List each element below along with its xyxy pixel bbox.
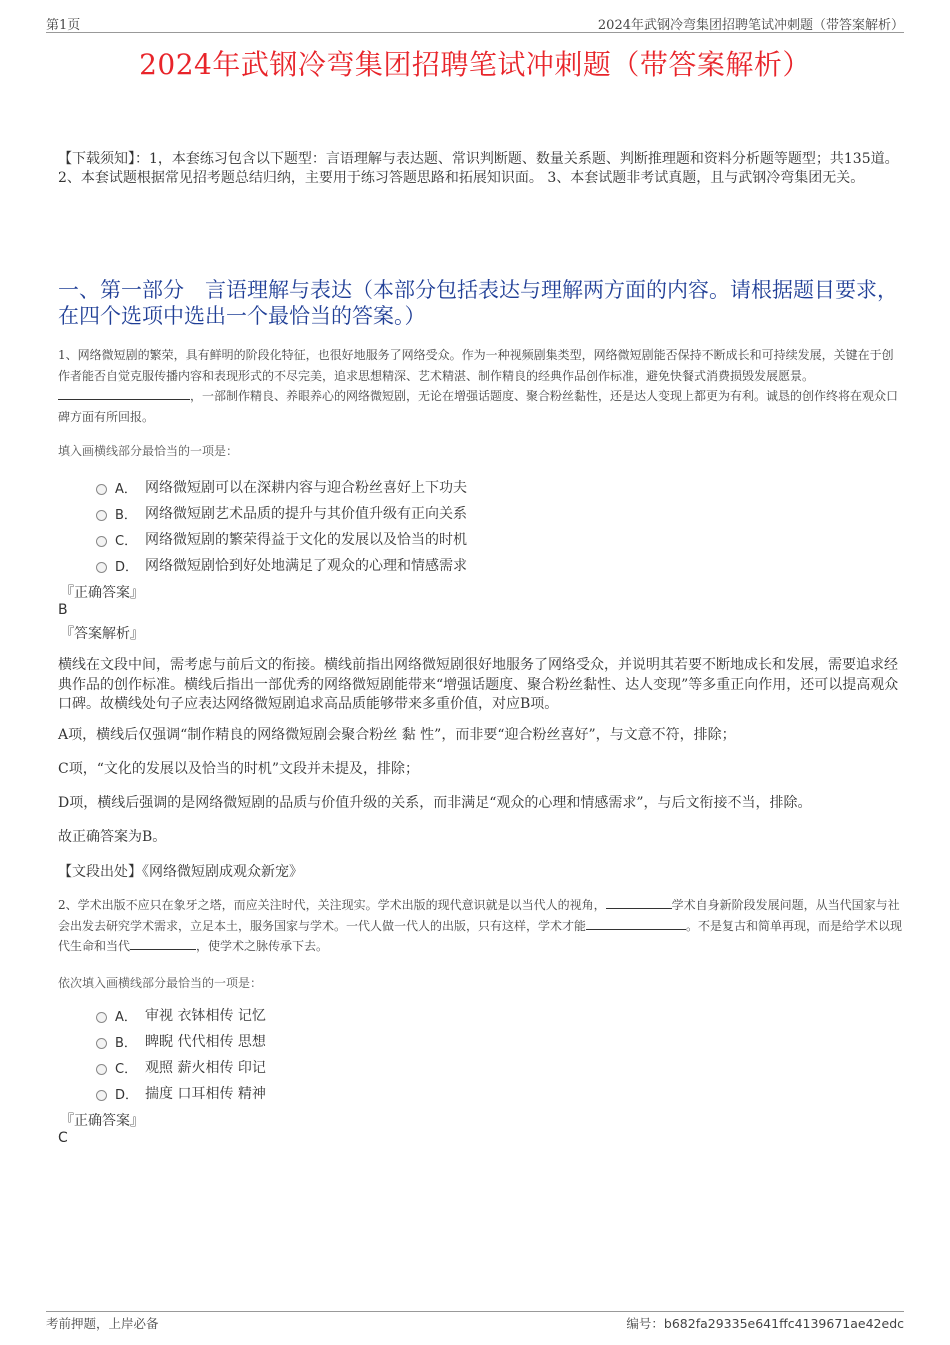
q1-source: 【文段出处】《网络微短剧成观众新宠》 — [58, 864, 303, 880]
radio-icon[interactable] — [96, 510, 107, 521]
page-title: 2024年武钢冷弯集团招聘笔试冲刺题（带答案解析） — [139, 48, 811, 81]
q1-analysis-para-2: A项，横线后仅强调“制作精良的网络微短剧会聚合粉丝 黏 性”，而非要“迎合粉丝喜好”，与文意不符，排除； — [58, 727, 736, 743]
q1-analysis-para-5: 故正确答案为B。 — [58, 829, 167, 845]
q1-option-b[interactable]: B． 网络微短剧艺术品质的提升与其价值升级有正向关系 — [96, 503, 467, 523]
q1-answer-label: 『正确答案』 — [60, 585, 144, 601]
q1-answer: B — [58, 602, 68, 618]
radio-icon[interactable] — [96, 484, 107, 495]
section-heading: 一、第一部分 言语理解与表达（本部分包括表达与理解两方面的内容。请根据题目要求，在四个选项中选出一个最恰当的答案。） — [58, 278, 898, 328]
header-divider — [46, 32, 904, 33]
radio-icon[interactable] — [96, 1038, 107, 1049]
q2-blank-2 — [586, 916, 686, 930]
radio-icon[interactable] — [96, 1012, 107, 1023]
footer-code: 编号：b682fa29335e641ffc4139671ae42edc — [626, 1316, 904, 1331]
radio-icon[interactable] — [96, 1090, 107, 1101]
q1-blank — [58, 386, 190, 400]
q2-option-d[interactable]: D． 揣度 口耳相传 精神 — [96, 1083, 266, 1103]
question-1-text — [58, 345, 903, 427]
download-notice: 【下载须知】：1，本套练习包含以下题型：言语理解与表达题、常识判断题、数量关系题、判断推理题和资料分析题等题型；共135道。 2、本套试题根据常见招考题总结归纳，主要用于练习答题思路和拓展知识面。 3、本套试题非考试真题，且与武钢冷弯集团无关。 — [58, 151, 899, 186]
q1-prompt: 填入画横线部分最恰当的一项是： — [58, 444, 239, 458]
q1-text-part-a: 1、网络微短剧的繁荣，具有鲜明的阶段化特征，也很好地服务了网络受众。作为一种视频剧集类型，网络微短剧能否保持不断成长和可持续发展，关键在于创作者能否自觉克服传播内容和表现形式的不尽完美，追求思想精深、艺术精湛、制作精良的经典作品创作标准，避免快餐式消费损毁发展愿景。 — [58, 348, 894, 383]
q1-text-part-b: ，一部制作精良、养眼养心的网络微短剧，无论在增强话题度、聚合粉丝黏性，还是达人变现上都更为有利。诚恳的创作终将在观众口碑方面有所回报。 — [58, 389, 899, 424]
q1-option-c[interactable]: C． 网络微短剧的繁荣得益于文化的发展以及恰当的时机 — [96, 529, 467, 549]
q1-option-d[interactable]: D． 网络微短剧恰到好处地满足了观众的心理和情感需求 — [96, 555, 467, 575]
header-doc-title: 2024年武钢冷弯集团招聘笔试冲刺题（带答案解析） — [597, 18, 904, 33]
q2-option-a[interactable]: A． 审视 衣钵相传 记忆 — [96, 1005, 266, 1025]
q2-answer-label: 『正确答案』 — [60, 1113, 144, 1129]
q2-answer: C — [58, 1130, 68, 1146]
page-number: 第1页 — [46, 18, 81, 33]
q2-option-b[interactable]: B． 睥睨 代代相传 思想 — [96, 1031, 266, 1051]
radio-icon[interactable] — [96, 562, 107, 573]
radio-icon[interactable] — [96, 1064, 107, 1075]
radio-icon[interactable] — [96, 536, 107, 547]
q2-prompt: 依次填入画横线部分最恰当的一项是： — [58, 976, 263, 990]
q1-option-a[interactable]: A． 网络微短剧可以在深耕内容与迎合粉丝喜好上下功夫 — [96, 477, 467, 497]
question-2-text: 2、学术出版不应只在象牙之塔，而应关注时代，关注现实。学术出版的现代意识就是以当代人的视角， 学术自身新阶段发展问题，从当代国家与社会出发去研究学术需求，立足本土，服务国家与学术。一代人做一代人的出版，只有这样，学术才能 。不是复古和简单再现，而是给学术以现代生命和当代 ，使学术之脉传承下去。 — [58, 895, 903, 957]
q2-blank-3 — [130, 936, 196, 950]
footer-divider — [46, 1311, 904, 1312]
q2-blank-1 — [606, 895, 672, 909]
q1-analysis-para-1: 横线在文段中间，需考虑与前后文的衔接。横线前指出网络微短剧很好地服务了网络受众，并说明其若要不断地成长和发展，需要追求经典作品的创作标准。横线后指出一部优秀的网络微短剧能带来“增强话题度、聚合粉丝黏性、达人变现”等多重正向作用，还可以提高观众口碑。故横线处句子应表达网络微短剧追求高品质能够带来多重价值，对应B项。 — [58, 657, 899, 712]
q1-analysis-para-3: C项，“文化的发展以及恰当的时机”文段并未提及，排除； — [58, 761, 420, 777]
q2-option-c[interactable]: C． 观照 薪火相传 印记 — [96, 1057, 266, 1077]
q1-analysis-para-4: D项，横线后强调的是网络微短剧的品质与价值升级的关系，而非满足“观众的心理和情感需求”，与后文衔接不当，排除。 — [58, 795, 812, 811]
footer-slogan: 考前押题，上岸必备 — [46, 1316, 159, 1331]
q1-analysis-label: 『答案解析』 — [60, 626, 144, 642]
